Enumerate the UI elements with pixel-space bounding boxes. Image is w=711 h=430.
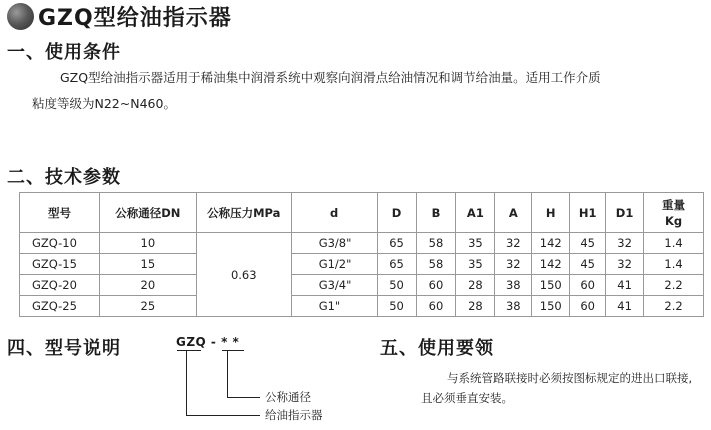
table-row xyxy=(20,275,704,296)
section1-heading: 一、使用条件 xyxy=(7,42,121,63)
cell-kg: 2.2 xyxy=(644,275,704,296)
cell-H1: 60 xyxy=(570,275,606,296)
section1-line1: GZQ型给油指示器适用于稀油集中润滑系统中观察向润滑点给油情况和调节给油量。适用工作介质 xyxy=(60,70,601,85)
cell-dn: 20 xyxy=(99,275,196,296)
cell-D1: 32 xyxy=(606,254,644,275)
table-row xyxy=(20,296,704,317)
cell-H1: 60 xyxy=(570,296,606,317)
cell-H: 142 xyxy=(532,254,570,275)
cell-B: 58 xyxy=(416,254,456,275)
cell-d: G3/4" xyxy=(291,275,377,296)
section5-heading: 五、使用要领 xyxy=(380,338,494,359)
col-header: D xyxy=(377,193,416,233)
col-header: B xyxy=(416,193,456,233)
col-header-weight xyxy=(644,193,704,233)
cell-model: GZQ-20 xyxy=(20,275,100,296)
cell-A1: 28 xyxy=(456,275,495,296)
col-header: A1 xyxy=(456,193,495,233)
cell-H: 150 xyxy=(532,275,570,296)
cell-model: GZQ-10 xyxy=(20,233,100,254)
col-header: D1 xyxy=(606,193,644,233)
cell-dn: 15 xyxy=(99,254,196,275)
cell-D: 50 xyxy=(377,296,416,317)
cell-model: GZQ-15 xyxy=(20,254,100,275)
cell-A: 38 xyxy=(495,296,532,317)
cell-D1: 41 xyxy=(606,296,644,317)
cell-d: G1/2" xyxy=(291,254,377,275)
cell-A: 32 xyxy=(495,254,532,275)
col-header: 公称压力MPa xyxy=(196,193,291,233)
cell-D: 65 xyxy=(377,254,416,275)
cell-pressure: 0.63 xyxy=(196,233,291,317)
table-row xyxy=(20,233,704,254)
table-row xyxy=(20,254,704,275)
cell-B: 60 xyxy=(416,296,456,317)
cell-A1: 35 xyxy=(456,233,495,254)
table-header-row xyxy=(20,193,704,233)
cell-B: 60 xyxy=(416,275,456,296)
section2-heading: 二、技术参数 xyxy=(7,167,121,188)
cell-D1: 32 xyxy=(606,233,644,254)
section5-line1: 与系统管路联接时必须按图标规定的进出口联接, xyxy=(447,371,693,385)
indicator-leader-vertical xyxy=(186,351,187,415)
cell-model: GZQ-25 xyxy=(20,296,100,317)
spec-table xyxy=(19,192,704,317)
title-bullet-icon xyxy=(7,3,34,30)
dn-leader-horizontal xyxy=(227,397,260,398)
label-dn: 公称通径 xyxy=(265,390,311,404)
cell-kg: 1.4 xyxy=(644,233,704,254)
section5-line2: 且必须垂直安装。 xyxy=(421,391,513,405)
cell-D: 65 xyxy=(377,233,416,254)
col-header: 公称通径DN xyxy=(99,193,196,233)
cell-A: 38 xyxy=(495,275,532,296)
col-header: H xyxy=(532,193,570,233)
col-header: d xyxy=(291,193,377,233)
section1-line2: 粘度等级为N22~N460。 xyxy=(32,96,176,111)
cell-kg: 2.2 xyxy=(644,296,704,317)
cell-A1: 35 xyxy=(456,254,495,275)
cell-d: G3/8" xyxy=(291,233,377,254)
cell-H1: 45 xyxy=(570,233,606,254)
cell-H: 142 xyxy=(532,233,570,254)
dn-code-underline xyxy=(222,350,244,351)
cell-A1: 28 xyxy=(456,296,495,317)
cell-A: 32 xyxy=(495,233,532,254)
cell-dn: 10 xyxy=(99,233,196,254)
cell-B: 58 xyxy=(416,233,456,254)
cell-H1: 45 xyxy=(570,254,606,275)
cell-D: 50 xyxy=(377,275,416,296)
cell-dn: 25 xyxy=(99,296,196,317)
cell-D1: 41 xyxy=(606,275,644,296)
page-title: GZQ型给油指示器 xyxy=(38,6,232,31)
model-code: GZQ - * * xyxy=(176,335,240,349)
weight-label: 重量 xyxy=(662,197,686,212)
label-indicator: 给油指示器 xyxy=(265,408,323,422)
weight-unit: Kg xyxy=(664,213,683,228)
cell-H: 150 xyxy=(532,296,570,317)
cell-d: G1" xyxy=(291,296,377,317)
col-header: H1 xyxy=(570,193,606,233)
dn-leader-vertical xyxy=(227,351,228,397)
section4-heading: 四、型号说明 xyxy=(7,338,121,359)
col-header: 型号 xyxy=(20,193,100,233)
col-header: A xyxy=(495,193,532,233)
indicator-leader-horizontal xyxy=(186,415,260,416)
cell-kg: 1.4 xyxy=(644,254,704,275)
model-code-underline xyxy=(177,350,201,351)
